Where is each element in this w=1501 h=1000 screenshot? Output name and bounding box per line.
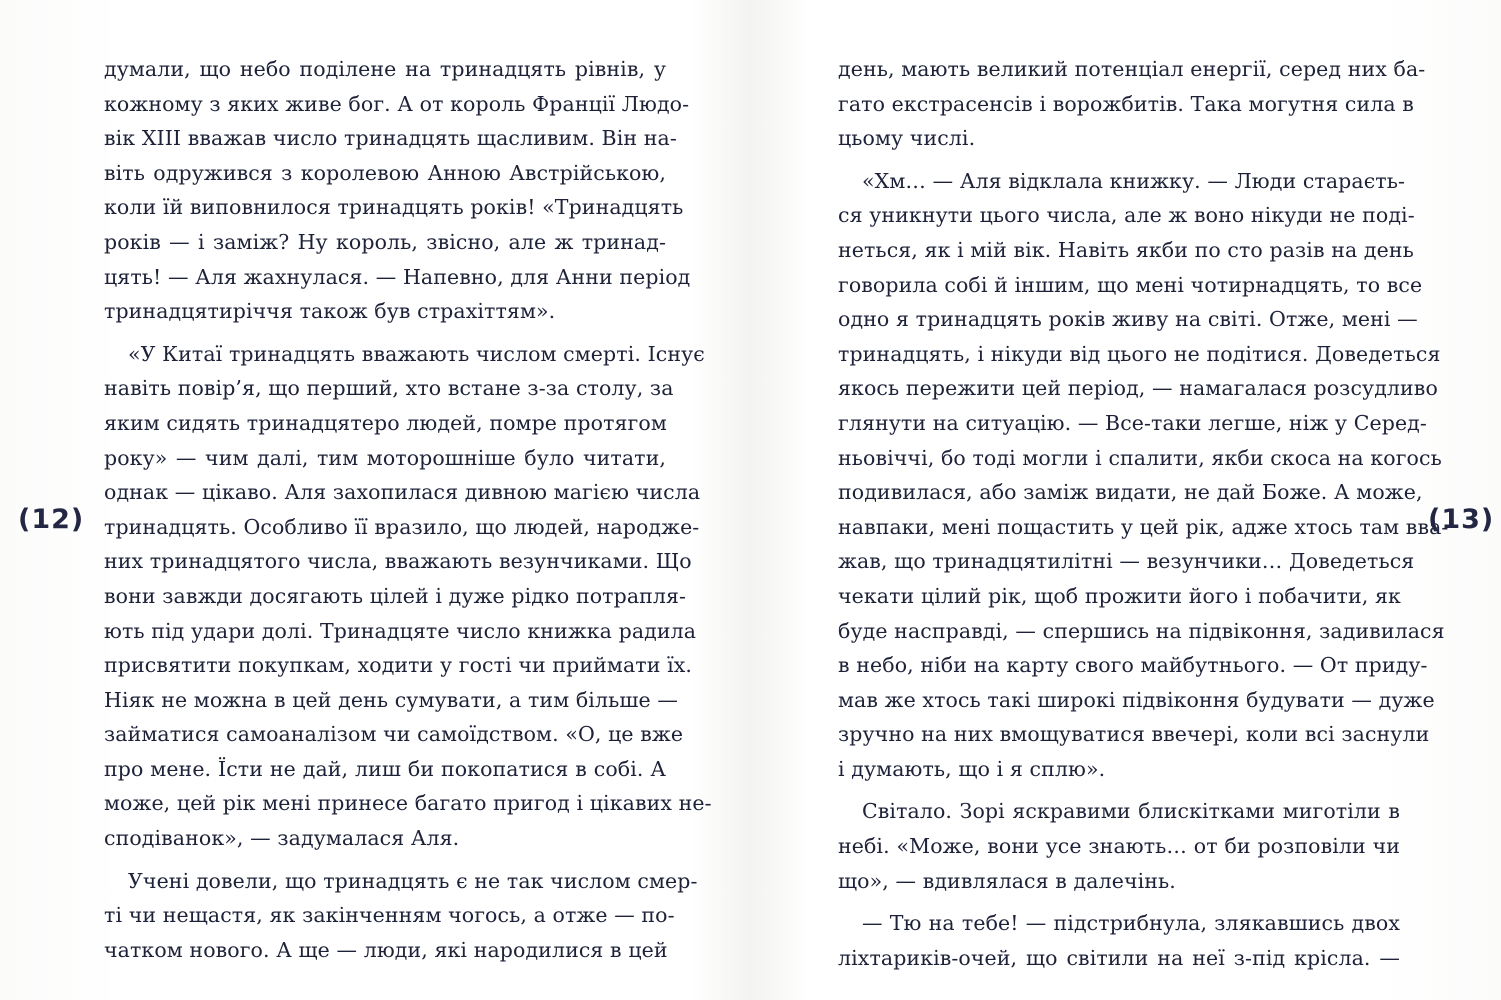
text-line: гато екстрасенсів і ворожбитів. Така могутня сила в <box>838 91 1414 116</box>
text-line: року» — чим далі, тим моторошніше було читати, <box>104 445 666 470</box>
text-line: подивилася, або заміж видати, не дай Боже. А може, <box>838 480 1423 505</box>
text-line: цять! — Аля жахнулася. — Напевно, для Анни період <box>104 264 691 289</box>
text-line: чекати цілий рік, щоб прожити його і побачити, як <box>838 583 1401 608</box>
page-number-right: (13) <box>1428 504 1495 535</box>
text-line: говорила собі й іншим, що мені чотирнадцять, то все <box>838 272 1423 297</box>
text-line: зручно на них вмощуватися ввечері, коли всі заснули <box>838 722 1430 747</box>
text-line: років — і заміж? Ну король, звісно, але ж тринад- <box>104 229 666 254</box>
text-line: ліхтариків-очей, що світили на неї з-під крісла. — <box>838 945 1400 970</box>
left-page-text <box>104 52 712 967</box>
text-line: може, цей рік мені принесе багато пригод і цікавих не- <box>104 791 712 816</box>
text-line: ся уникнути цього числа, але ж воно нікуди не поді- <box>838 203 1415 228</box>
text-line: яким сидять тринадцятеро людей, помре протягом <box>104 410 667 435</box>
text-line: однак — цікаво. Аля захопилася дивною магією числа <box>104 480 701 505</box>
text-line: думали, що небо поділене на тринадцять рівнів, у <box>104 57 666 81</box>
text-line: Учені довели, що тринадцять є не так числом смер- <box>128 868 698 893</box>
text-line: Світало. Зорі яскравими блискітками миготіли в <box>862 799 1400 824</box>
text-line: кожному з яких живе бог. А от король Франції Людо- <box>104 91 690 116</box>
text-line: і думають, що і я сплю». <box>838 756 1106 781</box>
text-line: них тринадцятого числа, вважають везунчиками. Що <box>104 549 692 574</box>
text-line: тринадцятиріччя також був страхіттям». <box>104 299 556 324</box>
text-line: коли їй виповнилося тринадцять років! «Тринадцять <box>104 195 684 220</box>
text-line: буде насправді, — спершись на підвіконня, задивилася <box>838 618 1445 643</box>
text-line: тринадцять, і нікуди від цього не подітися. Доведеться <box>838 341 1441 366</box>
text-line: ньовіччі, бо тоді могли і спалити, якби скоса на когось <box>838 445 1442 470</box>
text-line: якось пережити цей період, — намагалася розсудливо <box>838 376 1438 401</box>
text-line: чатком нового. А ще — люди, які народилися в цей <box>104 937 668 962</box>
text-line: займатися самоаналізом чи самоїдством. «О, це вже <box>104 722 684 747</box>
text-line: небі. «Може, вони усе знають… от би розповіли чи <box>838 834 1400 859</box>
page-number-left: (12) <box>18 504 85 535</box>
text-line: про мене. Їсти не дай, лиш би покопатися в собі. А <box>104 756 666 781</box>
text-line: одно я тринадцять років живу на світі. Отже, мені — <box>838 307 1418 332</box>
text-line: день, мають великий потенціал енергії, серед них ба- <box>838 57 1426 81</box>
text-line: вік XIII вважав число тринадцять щасливим. Він на- <box>104 126 677 151</box>
text-line: вони завжди досягають цілей і дуже рідко потрапля- <box>104 583 687 608</box>
text-line: сподіванок», — задумалася Аля. <box>104 826 460 851</box>
text-line: що», — вдивлялася в далечінь. <box>838 868 1176 893</box>
text-line: навпаки, мені пощастить у цей рік, адже хтось там вва- <box>838 514 1449 539</box>
text-line: мав же хтось такі широкі підвіконня будувати — дуже <box>838 687 1435 712</box>
text-line: глянути на ситуацію. — Все-таки легше, ніж у Серед- <box>838 410 1427 435</box>
text-line: тринадцять. Особливо її вразило, що людей, народже- <box>104 514 700 539</box>
text-line: в небо, ніби на карту свого майбутнього. — От приду- <box>838 653 1428 678</box>
text-line: «У Китаї тринадцять вважають числом смерті. Існує <box>128 341 705 366</box>
text-line: жав, що тринадцятилітні — везунчики… Доведеться <box>838 549 1415 574</box>
text-line: цьому числі. <box>838 126 976 151</box>
text-line: неться, як і мій вік. Навіть якби по сто разів на день <box>838 237 1414 262</box>
text-line: ють під удари долі. Тринадцяте число книжка радила <box>104 618 697 643</box>
right-page-text <box>838 52 1449 975</box>
text-line: ті чи нещастя, як закінченням чогось, а отже — по- <box>104 903 675 928</box>
text-line: віть одружився з королевою Анною Австрійською, <box>104 160 666 185</box>
text-line: — Тю на тебе! — підстрибнула, злякавшись двох <box>862 911 1400 936</box>
text-line: Ніяк не можна в цей день сумувати, а тим більше — <box>104 687 678 712</box>
text-line: присвятити покупкам, ходити у гості чи приймати їх. <box>104 653 693 678</box>
text-line: навіть повір’я, що перший, хто встане з-за столу, за <box>104 376 674 401</box>
text-line: «Хм… — Аля відклала книжку. — Люди стараєть- <box>862 168 1406 193</box>
